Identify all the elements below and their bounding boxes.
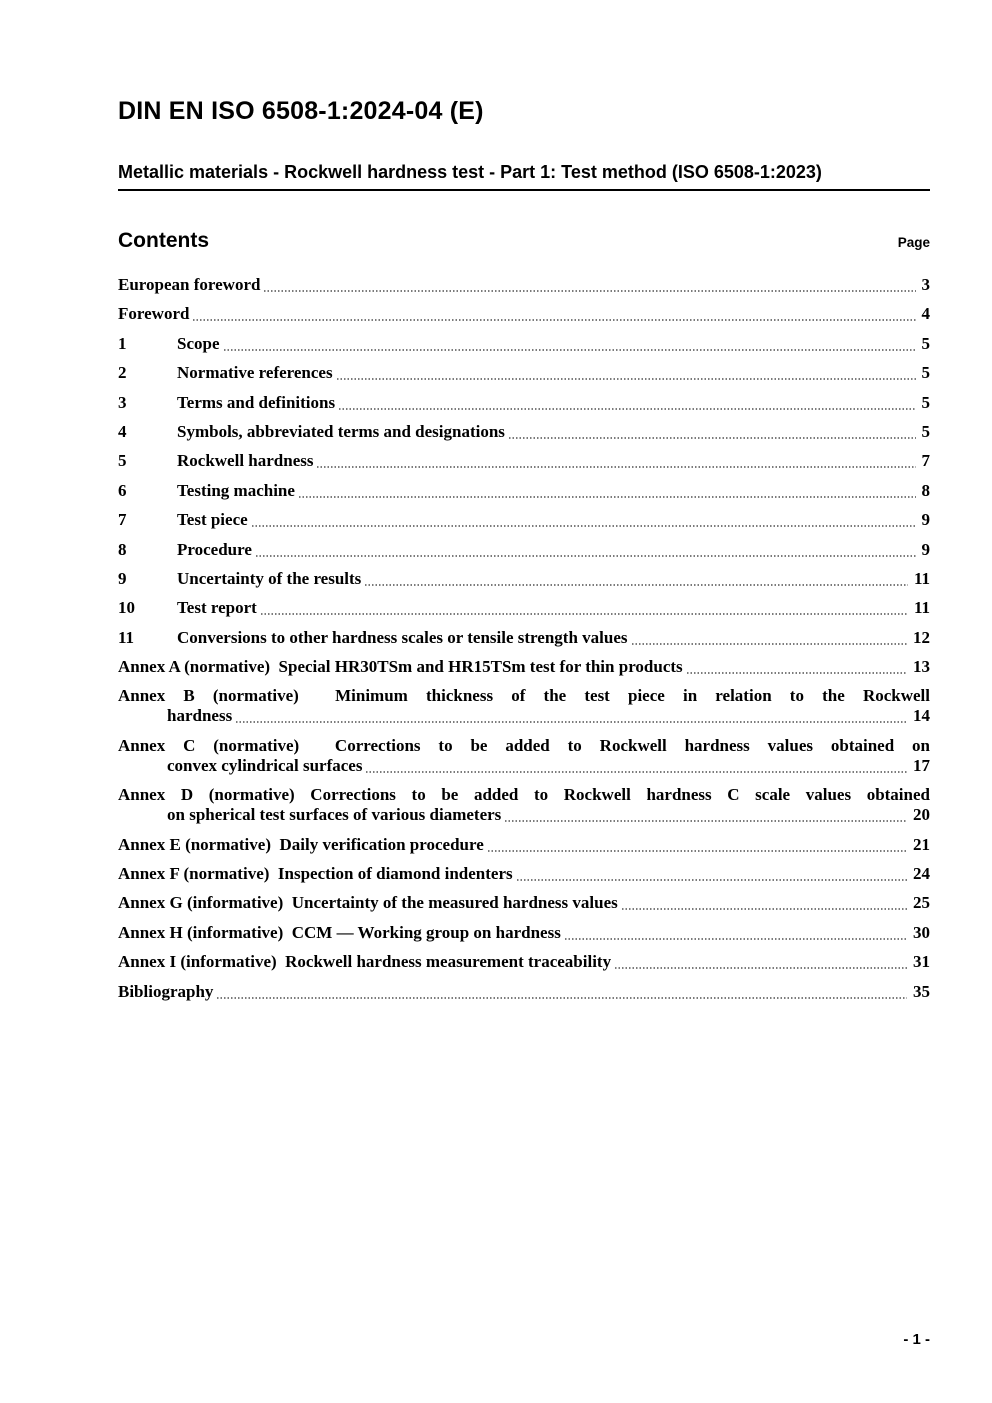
toc-page-number: 20 xyxy=(913,805,930,825)
toc-section-number: 8 xyxy=(118,539,127,559)
toc-entry xyxy=(118,481,930,501)
dot-leader xyxy=(224,349,916,351)
toc-entry-continuation xyxy=(118,706,930,726)
toc-entry-text: Annex H (informative) CCM — Working group on hardness xyxy=(118,922,561,942)
toc-entry xyxy=(118,540,930,560)
toc-entry xyxy=(118,952,930,972)
toc-entry-text: Annex I (informative) Rockwell hardness measurement traceability xyxy=(118,952,612,972)
toc-page-number: 5 xyxy=(921,392,930,412)
toc-section-number: 5 xyxy=(118,451,127,471)
toc-entry-text-line2: convex cylindrical surfaces xyxy=(167,755,363,775)
toc-section-number: 1 xyxy=(118,333,127,353)
toc-page-number: 14 xyxy=(913,706,930,726)
dot-leader xyxy=(517,879,907,881)
toc-entry xyxy=(118,451,930,471)
toc-page-number: 31 xyxy=(913,952,930,972)
toc-entry xyxy=(118,982,930,1002)
toc-page-number: 9 xyxy=(921,510,930,530)
toc-entry-text: Annex E (normative) Daily verification procedure xyxy=(118,834,484,854)
dot-leader xyxy=(615,967,907,969)
footer-page-number: - 1 - xyxy=(903,1331,930,1348)
page-column-label: Page xyxy=(897,235,930,250)
dot-leader xyxy=(217,997,907,999)
document-title: DIN EN ISO 6508-1:2024-04 (E) xyxy=(118,97,484,125)
toc-entry xyxy=(118,510,930,530)
toc-entry xyxy=(118,628,930,648)
toc-entry xyxy=(118,304,930,324)
dot-leader xyxy=(488,850,907,852)
toc-entry xyxy=(118,785,930,825)
toc-entry-text: Normative references xyxy=(177,363,333,383)
toc-entry xyxy=(118,363,930,383)
toc-entry-text-line1: Annex C (normative) Corrections to be added to Rockwell hardness values obtained on xyxy=(118,735,930,755)
toc-page-number: 25 xyxy=(913,893,930,913)
toc-entry-text: Test piece xyxy=(177,510,248,530)
dot-leader xyxy=(365,584,908,586)
toc-entry-text: Rockwell hardness xyxy=(177,451,314,471)
toc-entry xyxy=(118,422,930,442)
toc-entry-text: European foreword xyxy=(118,275,261,294)
toc-page-number: 24 xyxy=(913,864,930,884)
document-subtitle: Metallic materials - Rockwell hardness test - Part 1: Test method (ISO 6508-1:2023) xyxy=(118,162,930,191)
toc-entry xyxy=(118,598,930,618)
toc-entry xyxy=(118,686,930,726)
toc-entry-text: Foreword xyxy=(118,304,190,324)
dot-leader xyxy=(687,672,907,674)
toc-section-number: 10 xyxy=(118,598,135,618)
dot-leader xyxy=(509,437,916,439)
dot-leader xyxy=(565,938,907,940)
toc-entry xyxy=(118,657,930,677)
page-content xyxy=(118,0,930,1011)
toc-entry-continuation xyxy=(118,805,930,825)
toc-entry-text: Test report xyxy=(177,598,257,618)
toc-page-number: 30 xyxy=(913,922,930,942)
toc-section-number: 3 xyxy=(118,392,127,412)
toc-page-number: 12 xyxy=(913,627,930,647)
toc-page-number: 11 xyxy=(913,598,930,618)
toc-page-number: 17 xyxy=(913,755,930,775)
dot-leader xyxy=(252,525,916,527)
toc-entry-text: Bibliography xyxy=(118,981,214,1001)
dot-leader xyxy=(505,820,907,822)
toc-entry-text: Annex A (normative) Special HR30TSm and HR15TSm test for thin products xyxy=(118,657,683,677)
dot-leader xyxy=(299,496,916,498)
toc-entry-text-line2: on spherical test surfaces of various diameters xyxy=(167,805,502,825)
toc-section-number: 7 xyxy=(118,510,127,530)
toc-section-number: 2 xyxy=(118,363,127,383)
toc-page-number: 13 xyxy=(913,657,930,677)
toc-entry-text: Testing machine xyxy=(177,480,295,500)
toc-entry-text: Annex F (normative) Inspection of diamond indenters xyxy=(118,864,513,884)
dot-leader xyxy=(264,290,915,292)
toc-entry xyxy=(118,923,930,943)
toc-page-number: 7 xyxy=(921,451,930,471)
toc-page-number: 5 xyxy=(921,363,930,383)
contents-heading: Contents xyxy=(118,229,209,252)
dot-leader xyxy=(193,319,915,321)
toc-page-number: 5 xyxy=(921,333,930,353)
toc-entry xyxy=(118,893,930,913)
toc-entry-text: Procedure xyxy=(177,539,252,559)
toc-list xyxy=(118,275,930,1002)
toc-page-number: 9 xyxy=(921,539,930,559)
toc-entry-continuation xyxy=(118,756,930,776)
dot-leader xyxy=(632,643,908,645)
toc-page-number: 3 xyxy=(921,275,930,294)
toc-entry xyxy=(118,835,930,855)
toc-entry xyxy=(118,569,930,589)
toc-section-number: 11 xyxy=(118,627,135,647)
toc-page-number: 11 xyxy=(913,568,930,588)
contents-header-row xyxy=(118,229,930,253)
toc-entry xyxy=(118,736,930,776)
toc-section-number: 4 xyxy=(118,421,127,441)
dot-leader xyxy=(339,408,915,410)
toc-entry xyxy=(118,334,930,354)
toc-entry-text: Symbols, abbreviated terms and designations xyxy=(177,421,505,441)
toc-entry-text-line1: Annex B (normative) Minimum thickness of the test piece in relation to the Rockwell xyxy=(118,686,930,706)
toc-entry xyxy=(118,275,930,295)
dot-leader xyxy=(366,771,907,773)
toc-page-number: 4 xyxy=(921,304,930,324)
toc-entry-text: Annex G (informative) Uncertainty of the measured hardness values xyxy=(118,893,618,913)
toc-entry xyxy=(118,393,930,413)
dot-leader xyxy=(622,908,907,910)
toc-section-number: 6 xyxy=(118,480,127,500)
toc-entry-text-line1: Annex D (normative) Corrections to be added to Rockwell hardness C scale values obtained xyxy=(118,785,930,805)
toc-entry-text: Uncertainty of the results xyxy=(177,568,362,588)
dot-leader xyxy=(337,378,916,380)
toc-entry-text: Conversions to other hardness scales or tensile strength values xyxy=(177,627,628,647)
toc-page-number: 21 xyxy=(913,834,930,854)
toc-page-number: 5 xyxy=(921,421,930,441)
dot-leader xyxy=(261,613,908,615)
dot-leader xyxy=(317,466,915,468)
toc-page-number: 35 xyxy=(913,981,930,1001)
dot-leader xyxy=(236,721,907,723)
dot-leader xyxy=(256,555,916,557)
toc-page-number: 8 xyxy=(921,480,930,500)
toc-section-number: 9 xyxy=(118,568,127,588)
toc-entry-text-line2: hardness xyxy=(167,706,233,726)
toc-entry-text: Terms and definitions xyxy=(177,392,336,412)
toc-entry xyxy=(118,864,930,884)
toc-entry-text: Scope xyxy=(177,333,220,353)
